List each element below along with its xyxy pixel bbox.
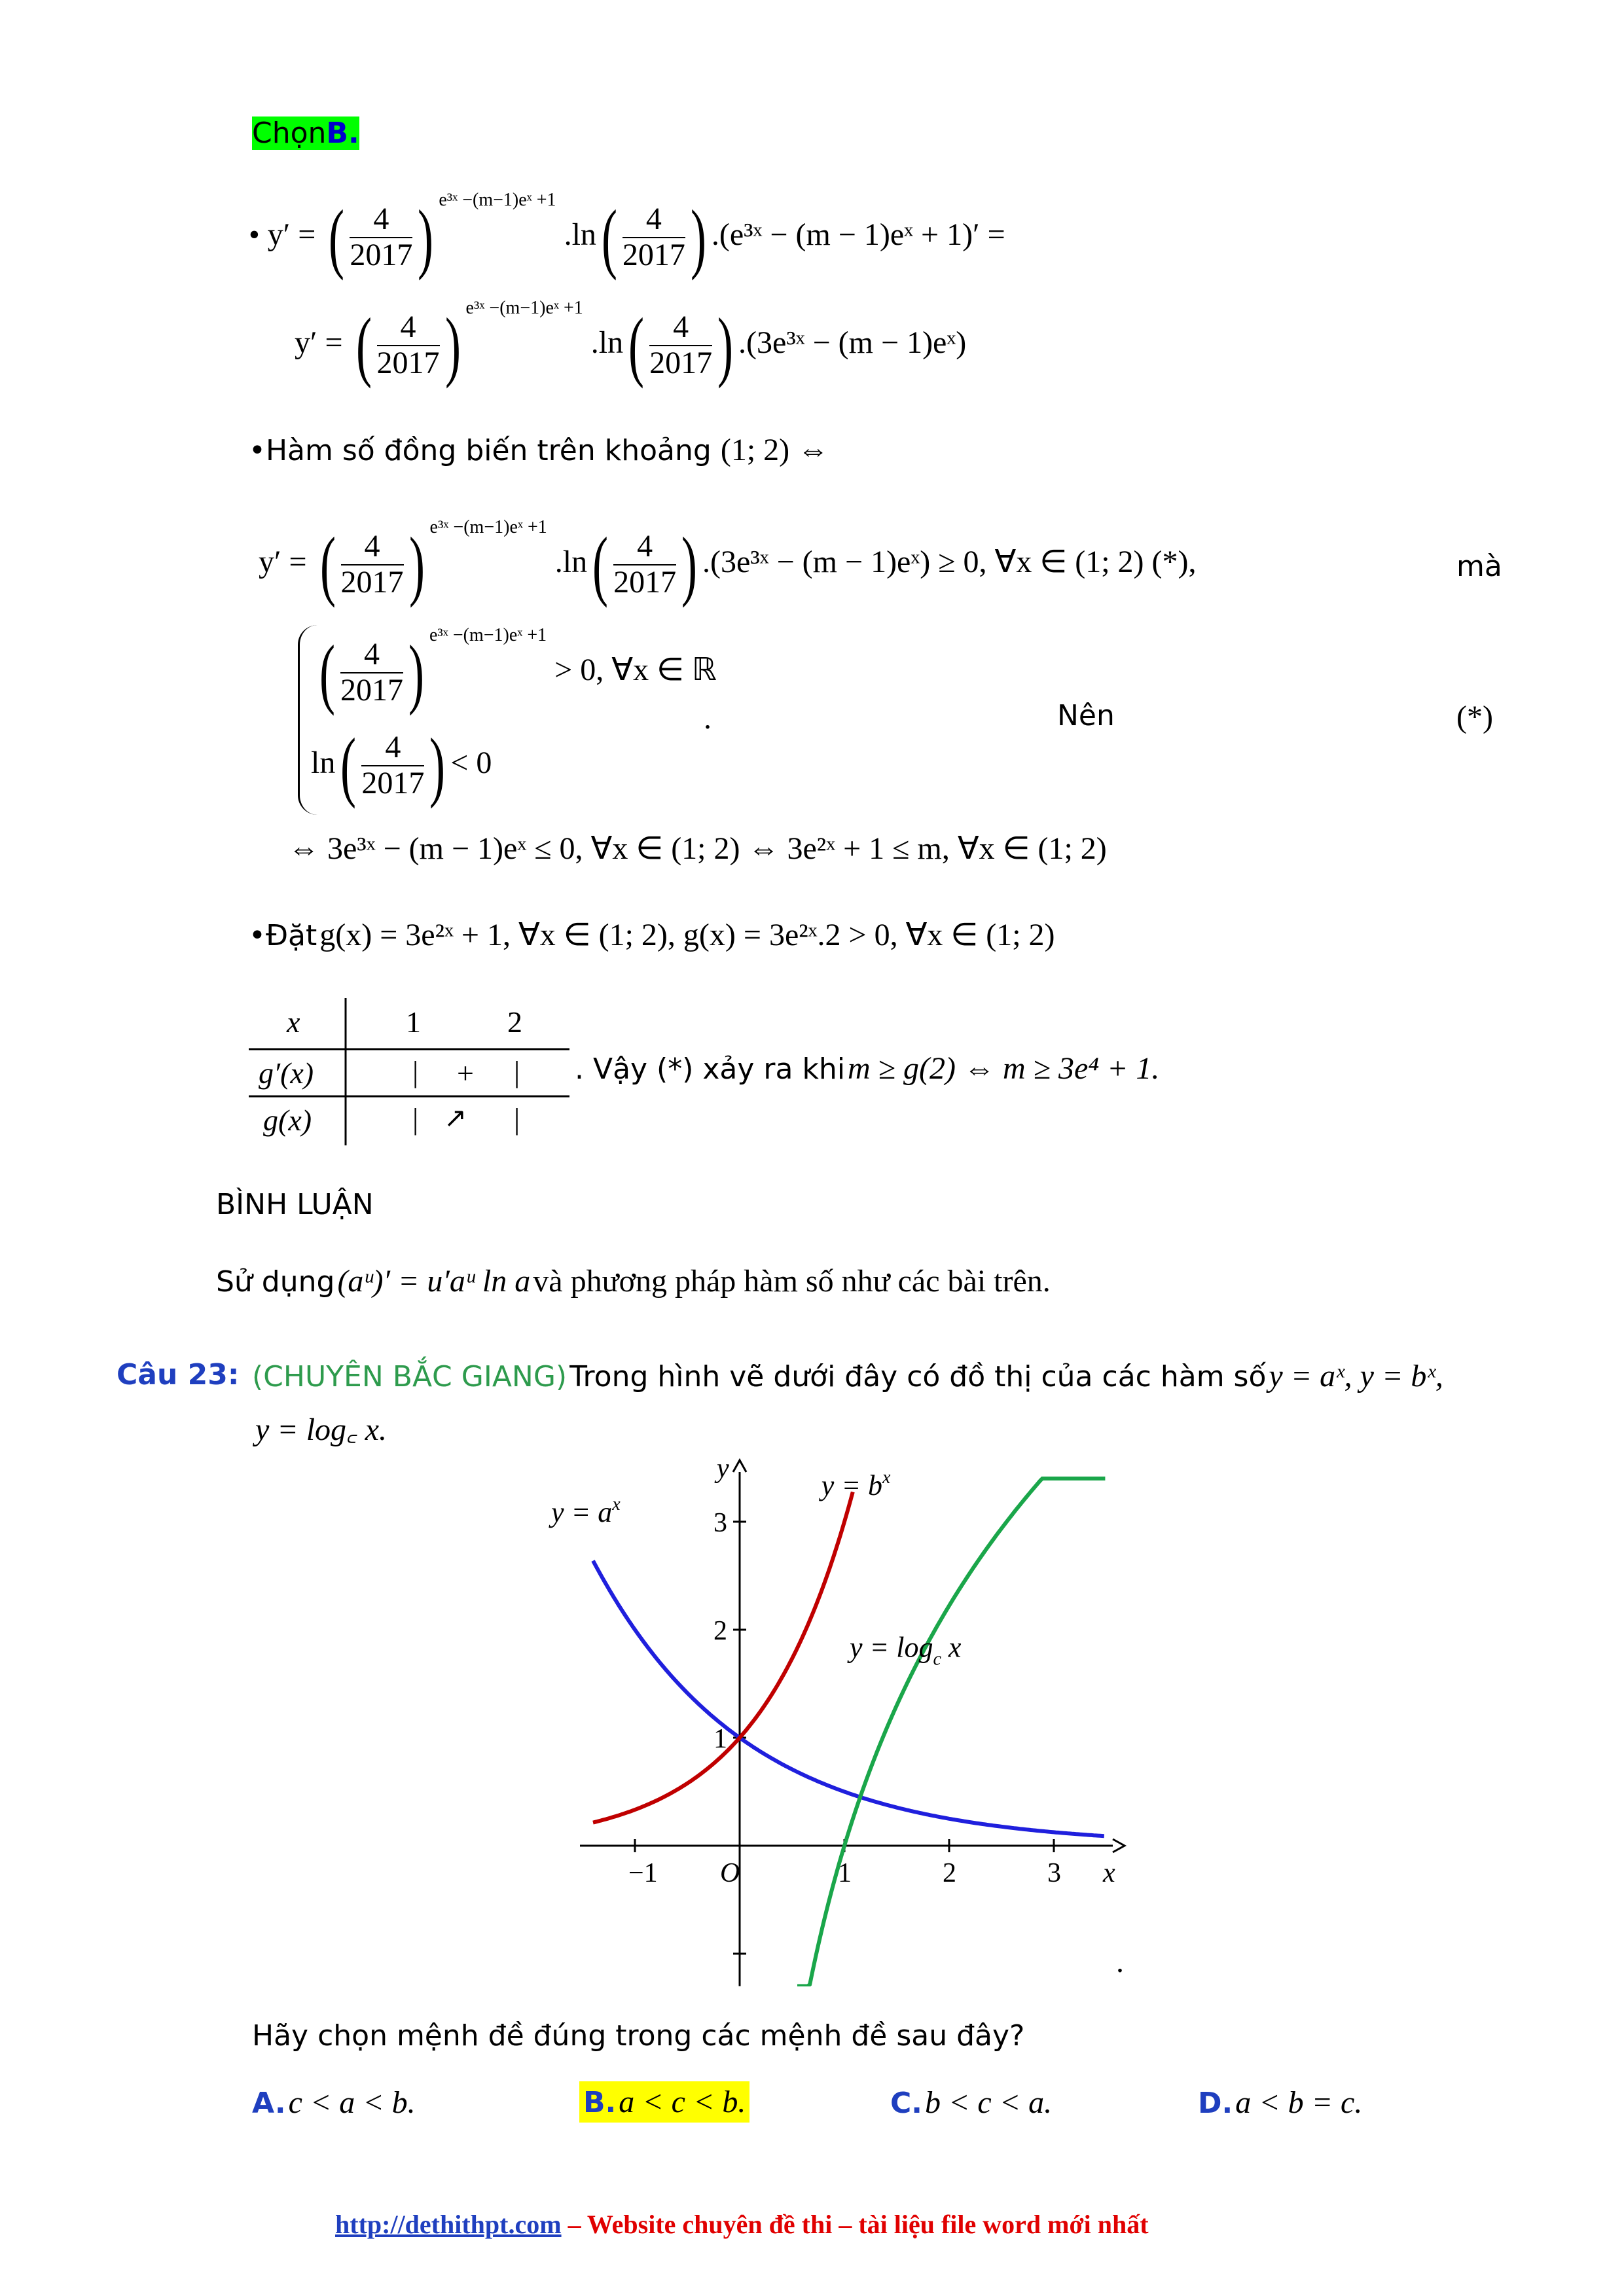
option-c[interactable] [890,2085,1052,2121]
question-funcs: y = aˣ, y = bˣ, [1269,1359,1443,1393]
frac-den: 2017 [361,766,425,800]
x-tick-label: −1 [628,1858,658,1888]
table-bar-1: | [412,1055,419,1088]
chon-answer: B. [326,117,359,150]
frac-num: 4 [649,310,712,346]
question-header [117,1358,239,1391]
system-row-2: ln( $\frac{4}{2017}$ ) < 0 [311,722,492,809]
y-axis-label: y [717,1454,729,1484]
derivative-tail: .(3e³ˣ − (m − 1)eˣ) ≥ 0, ∀x ∈ (1; 2) (*), [702,545,1197,579]
monotonic-text: •Hàm số đồng biến trên khoảng [249,434,712,467]
option-d-key: D. [1198,2087,1233,2120]
question-source: (CHUYÊN BẮC GIANG) [252,1360,568,1393]
answer-choice [252,117,359,150]
conclusion-math: m ≥ g(2) ⇔ m ≥ 3e⁴ + 1. [848,1051,1160,1086]
table-bar-2: | [514,1055,520,1088]
binh-luan-text [216,1263,1051,1299]
ln-text: ln [311,745,336,781]
option-b-text: a < c < b. [619,2085,746,2119]
table-x-1: 1 [406,1005,421,1039]
question-prompt: Hãy chọn mệnh đề đúng trong các mệnh đề sau đây? [252,2019,1025,2053]
g-definition: g(x) = 3e²ˣ + 1, ∀x ∈ (1; 2), g(x) = 3e²ˣ.2 > 0, ∀x ∈ (1; 2) [319,918,1055,952]
monotonic-interval: (1; 2) ⇔ [720,433,829,467]
derivative-tail: .(e³ˣ − (m − 1)eˣ + 1)′ = [711,217,1005,252]
question-text [252,1358,1443,1394]
y-tick-label: 3 [713,1508,727,1538]
frac-num: 4 [361,730,424,766]
ln-text: .ln [590,325,624,360]
frac-num: 4 [623,202,685,238]
series-1-curve [593,1492,853,1823]
frac-num: 4 [341,529,404,565]
table-sign: + [457,1056,474,1090]
option-a-key: A. [252,2087,286,2120]
table-x-2: 2 [507,1005,522,1039]
conclusion-text: . Vậy (*) xảy ra khi [575,1052,846,1086]
system-row-2-tail: < 0 [450,745,492,781]
binh-luan-prefix: Sử dụng [216,1265,335,1299]
option-d[interactable] [1198,2085,1362,2121]
frac-den: 2017 [613,564,677,600]
frac-num: 4 [613,529,676,565]
conclusion-line [575,1050,1159,1086]
x-tick-label: 3 [1047,1858,1061,1888]
graph-dot: . [1116,1945,1124,1979]
function-graph [517,1437,1146,1986]
table-arrow: ↗ [444,1103,467,1134]
derivative-inequality: y′ = ( $\frac{4}{2017}$ ) $^{e^3ˣ -(m-1)eˣ +1}$ .ln( $\frac{4}{2017}$ ) .(3e³ˣ − (m − 1)eˣ) ≥ 0, ∀x ∈ (1; 2) (*), [259,517,1197,608]
option-a[interactable] [252,2085,416,2121]
exponent: e³ˣ −(m−1)eˣ +1 [465,298,583,318]
series-1-label: $y = b^x$ [821,1467,891,1501]
nen-word: Nên [1057,699,1115,732]
series-0-label: $y = a^x$ [551,1494,621,1528]
ma-word: mà [1456,550,1502,583]
derivative-lhs: • y′ = [249,217,316,252]
question-label: Câu 23: [117,1358,240,1391]
table-g-label: g(x) [263,1103,312,1137]
frac-den: 2017 [340,672,403,708]
option-a-text: c < a < b. [288,2085,416,2120]
chon-label: Chọn [252,117,327,150]
footer-link[interactable]: http://dethithpt.com [335,2210,562,2239]
frac-den: 2017 [649,345,713,380]
frac-num: 4 [350,202,412,238]
derivative-tail: .(3e³ˣ − (m − 1)eˣ) [738,325,967,360]
question-body: Trong hình vẽ dưới đây có đồ thị của các hàm số [569,1360,1267,1393]
table-x-header: x [287,1005,300,1039]
table-gprime-label: g′(x) [259,1056,314,1090]
series-2-curve [797,1479,1105,1986]
binh-luan-formula: (aᵘ)′ = u′aᵘ ln a [337,1264,531,1299]
option-c-key: C. [890,2087,923,2120]
exponent: e³ˣ −(m−1)eˣ +1 [429,517,547,537]
x-axis-label: x [1103,1858,1115,1888]
binh-luan-suffix: và phương pháp hàm số như các bài trên. [533,1264,1051,1299]
binh-luan-title: BÌNH LUẬN [216,1188,374,1221]
star-mark: (*) [1456,700,1493,734]
system-row-1-tail: > 0, ∀x ∈ ℝ [554,653,717,687]
derivative-lhs: y′ = [295,325,343,360]
monotonic-statement [249,432,829,468]
frac-den: 2017 [376,345,440,380]
ln-text: .ln [564,217,596,252]
option-d-text: a < b = c. [1235,2085,1363,2120]
frac-num: 4 [377,310,440,346]
option-b-key: B. [583,2086,617,2119]
x-tick-label: O [720,1858,740,1888]
option-b[interactable] [579,2081,749,2123]
table-bar-3: | [412,1102,419,1136]
system-dot: . [704,701,712,736]
series-2-label: $y = \log_c x$ [850,1631,962,1670]
derivative-lhs: y′ = [259,545,307,579]
x-tick-label: 1 [838,1858,852,1888]
derivative-line-1: • y′ = ( $\frac{4}{2017}$ ) $^{e^3ˣ -(m-1)eˣ +1}$ .ln( $\frac{4}{2017}$ ) .(e³ˣ − (m − 1)eˣ + 1)′ = [249,190,1005,281]
set-g-line [249,916,1055,953]
footer [335,2209,1149,2240]
x-axis-arrow [1113,1839,1125,1852]
question-func3: y = log꜀ x. [255,1412,387,1447]
system-row-1: ( $\frac{4}{2017}$ ) $^{e^3ˣ -(m-1)eˣ +1}$ > 0, ∀x ∈ ℝ [319,625,717,716]
ln-text: .ln [554,545,588,579]
frac-num: 4 [340,637,403,673]
equivalence-line: ⇔ 3e³ˣ − (m − 1)eˣ ≤ 0, ∀x ∈ (1; 2) ⇔ 3e²ˣ + 1 ≤ m, ∀x ∈ (1; 2) [288,831,1107,866]
option-c-text: b < c < a. [925,2085,1053,2120]
derivative-line-2: y′ = ( $\frac{4}{2017}$ ) $^{e^3ˣ -(m-1)eˣ +1}$ .ln( $\frac{4}{2017}$ ) .(3e³ˣ − (m − 1)eˣ) [295,298,967,389]
y-axis-arrow [733,1460,746,1472]
exponent: e³ˣ −(m−1)eˣ +1 [439,190,556,210]
variation-table [249,998,576,1152]
frac-den: 2017 [350,237,413,272]
dat-label: •Đặt [249,919,317,952]
y-tick-label: 1 [713,1724,727,1754]
table-bar-4: | [514,1102,520,1136]
exponent: e³ˣ −(m−1)eˣ +1 [429,625,547,645]
y-tick-label: 2 [713,1616,727,1646]
frac-den: 2017 [622,237,685,272]
frac-den: 2017 [340,564,404,600]
x-tick-label: 2 [943,1858,956,1888]
footer-text: – Website chuyên đề thi – tài liệu file word mới nhất [561,2210,1149,2239]
